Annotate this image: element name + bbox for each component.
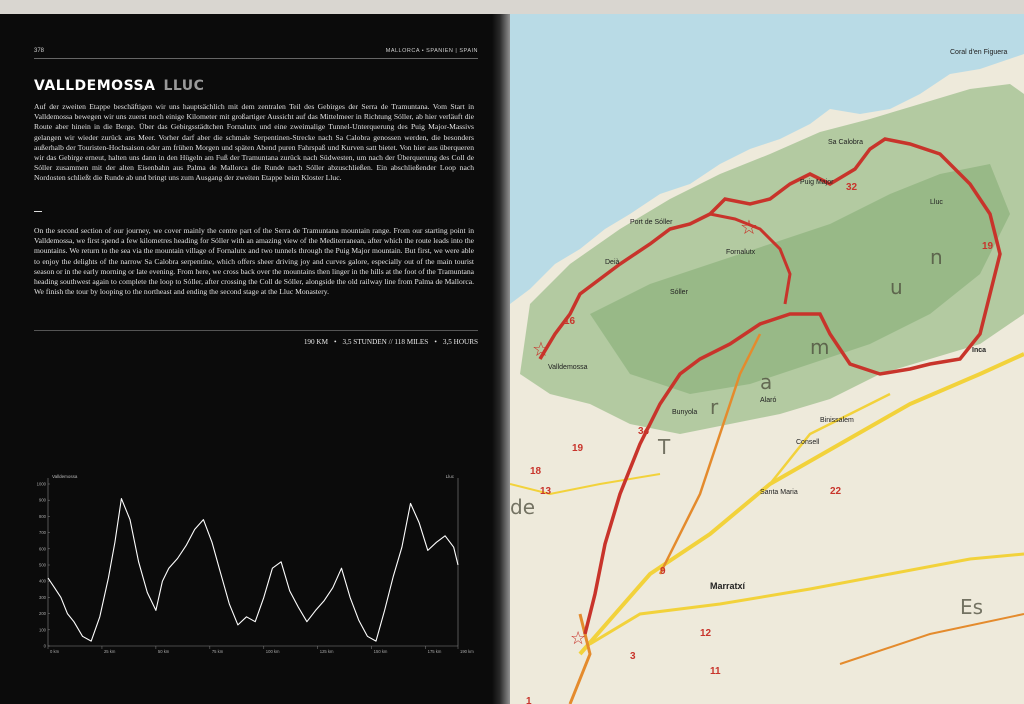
title-start: VALLDEMOSSA — [34, 78, 156, 94]
y-tick-label: 1000 — [36, 481, 46, 487]
y-tick-label: 400 — [39, 578, 46, 584]
title-end: LLUC — [163, 78, 205, 94]
road-number-18: 18 — [530, 466, 542, 477]
stat-duration-de: 3,5 STUNDEN // 118 MILES — [342, 338, 429, 346]
road-number-3: 3 — [630, 651, 636, 662]
y-tick-label: 700 — [39, 530, 46, 536]
label-alaro: Alaró — [760, 397, 777, 404]
x-tick-label: 75 km — [211, 649, 224, 654]
road-number-12: 12 — [700, 628, 712, 639]
stat-separator: • — [434, 338, 437, 346]
x-tick-label: 100 km — [265, 649, 280, 654]
start-star-icon: ☆ — [532, 337, 550, 361]
elevation-profile-chart — [34, 472, 474, 662]
y-tick-label: 800 — [39, 513, 46, 519]
label-tramuntana-u: u — [890, 275, 903, 299]
x-tick-label: 125 km — [319, 649, 334, 654]
stat-distance: 190 KM — [303, 338, 328, 346]
road-number-16: 16 — [564, 316, 576, 327]
label-marratxi: Marratxí — [710, 581, 746, 591]
label-lluc: Lluc — [930, 199, 943, 206]
road-number-22: 22 — [830, 486, 842, 497]
label-puig-major: Puig Major — [800, 179, 834, 186]
poi-star-icon: ☆ — [740, 215, 758, 239]
x-tick-label: 190 km — [460, 649, 474, 654]
elevation-line — [48, 499, 458, 641]
y-tick-label: 200 — [39, 611, 46, 617]
road-number-1: 1 — [526, 696, 532, 704]
profile-end-label: Lluc — [445, 474, 454, 479]
label-de: de — [510, 495, 535, 519]
label-tramuntana-a: a — [760, 370, 773, 394]
y-tick-label: 100 — [39, 627, 46, 633]
road-number-34: 34 — [638, 426, 650, 437]
label-soller: Sóller — [670, 289, 688, 296]
label-tramuntana-r: r — [710, 395, 719, 419]
stats-rule — [34, 330, 478, 331]
label-santa-maria: Santa Maria — [760, 489, 798, 496]
x-tick-label: 25 km — [103, 649, 116, 654]
road-number-19a: 19 — [982, 241, 994, 252]
page-number: 378 — [34, 48, 45, 54]
x-tick-label: 150 km — [373, 649, 388, 654]
x-tick-label: 50 km — [157, 649, 170, 654]
x-tick-label: 0 km — [50, 649, 60, 654]
stat-separator: • — [333, 338, 337, 346]
stat-duration-en: 3,5 HOURS — [442, 338, 478, 346]
label-consell: Consell — [796, 439, 820, 446]
label-inca: Inca — [972, 347, 987, 354]
road-number-11: 11 — [710, 666, 721, 677]
road-number-19b: 19 — [572, 443, 584, 454]
label-bunyola: Bunyola — [672, 409, 698, 416]
language-separator — [34, 211, 42, 212]
road-number-32: 32 — [846, 182, 858, 193]
stage-title — [34, 78, 204, 94]
y-tick-label: 900 — [39, 497, 46, 503]
body-text-english: On the second section of our journey, we cover mainly the centre part of the Serra de Tramuntana mountain range. From our starting point in Valldemossa, we first spend a few kilometres heading for Sóller with an amazing view of the Mediterranean, after which the route leads into the mountains. We return to the sea via the mountain village of Fornalutx and two tunnels through the Puig Major mountain. But first, we were able to enjoy the delights of the narrow Sa Calobra serpentine, which offers sheer driving joy and curves galore, especially out of the main tourist season or in the early morning or late evening. From here, we cross back over the mountains then linger in the hills at the foot of the Tramuntana heading southwest again to complete the loop to Sóller, after crossing the Coll de Sóller, alongside the old railway line from Palma de Mallorca. We finish the tour by looping to the northeast and ending the second stage at the Lluc Monastery. — [34, 226, 474, 297]
y-tick-label: 600 — [39, 546, 46, 552]
label-tramuntana-t: T — [658, 435, 671, 459]
left-page — [0, 14, 500, 704]
header-rule — [34, 58, 478, 59]
x-tick-label: 175 km — [427, 649, 442, 654]
label-tramuntana-m: m — [810, 335, 830, 359]
label-valldemossa: Valldemossa — [548, 364, 588, 371]
label-port-soller: Port de Sóller — [630, 219, 673, 226]
label-sa-calobra: Sa Calobra — [828, 139, 864, 146]
y-tick-label: 500 — [39, 562, 46, 568]
profile-start-label: Valldemossa — [52, 474, 78, 479]
route-map — [510, 14, 1024, 704]
stage-stats — [304, 338, 478, 346]
right-page-map — [510, 14, 1024, 704]
body-text-german: Auf der zweiten Etappe beschäftigen wir uns hauptsächlich mit dem zentralen Teil des Gebirges der Serra de Tramuntana. Vom Start in Valldemossa bewegen wir uns zuerst noch einige Kilometer mit großartiger Aussicht auf das Mittelmeer in Richtung Sóller, ab hier verläuft die Route aber hinein in die Berge. Über das Gebirgsstädtchen Fornalutx und eine zweimalige Tunnel-Unterquerung des Puig Major-Massivs gelangen wir wieder zurück ans Meer. Vorher darf aber die schmale Serpentinen-Strecke nach Sa Calobra genossen werden, die besonders außerhalb der Touristen-Hochsaison oder am frühen Morgen und späten Abend puren Fahrspaß und Kurven satt bietet. Von hier aus überqueren wir das Gebirge erneut, halten uns dann in den Hügeln am Fuß der Tramuntana zurück nach Südwesten, um nach der Überquerung des Coll de Sóller zusammen mit der alten Eisenbahn aus Palma de Mallorca die Runde nach Sóller abzuschließen. Ein abschließender Loop nach Nordosten schließt die Runde ab und bringt uns zum Ausgang der zweiten Etappe beim Kloster Lluc. — [34, 102, 474, 183]
running-head: MALLORCA • SPANIEN | SPAIN — [385, 48, 478, 54]
label-es: Es — [960, 595, 984, 619]
label-deia: Deià — [605, 259, 620, 266]
label-fornalutx: Fornalutx — [726, 249, 756, 256]
label-tramuntana-n: n — [930, 245, 943, 269]
label-binissalem: Binissalem — [820, 417, 854, 424]
palma-star-icon: ☆ — [570, 628, 587, 649]
road-number-9: 9 — [660, 566, 666, 577]
road-number-13: 13 — [540, 486, 552, 497]
y-tick-label: 300 — [39, 594, 46, 600]
label-coral: Coral d'en Figuera — [950, 49, 1008, 56]
y-tick-label: 0 — [43, 643, 46, 649]
